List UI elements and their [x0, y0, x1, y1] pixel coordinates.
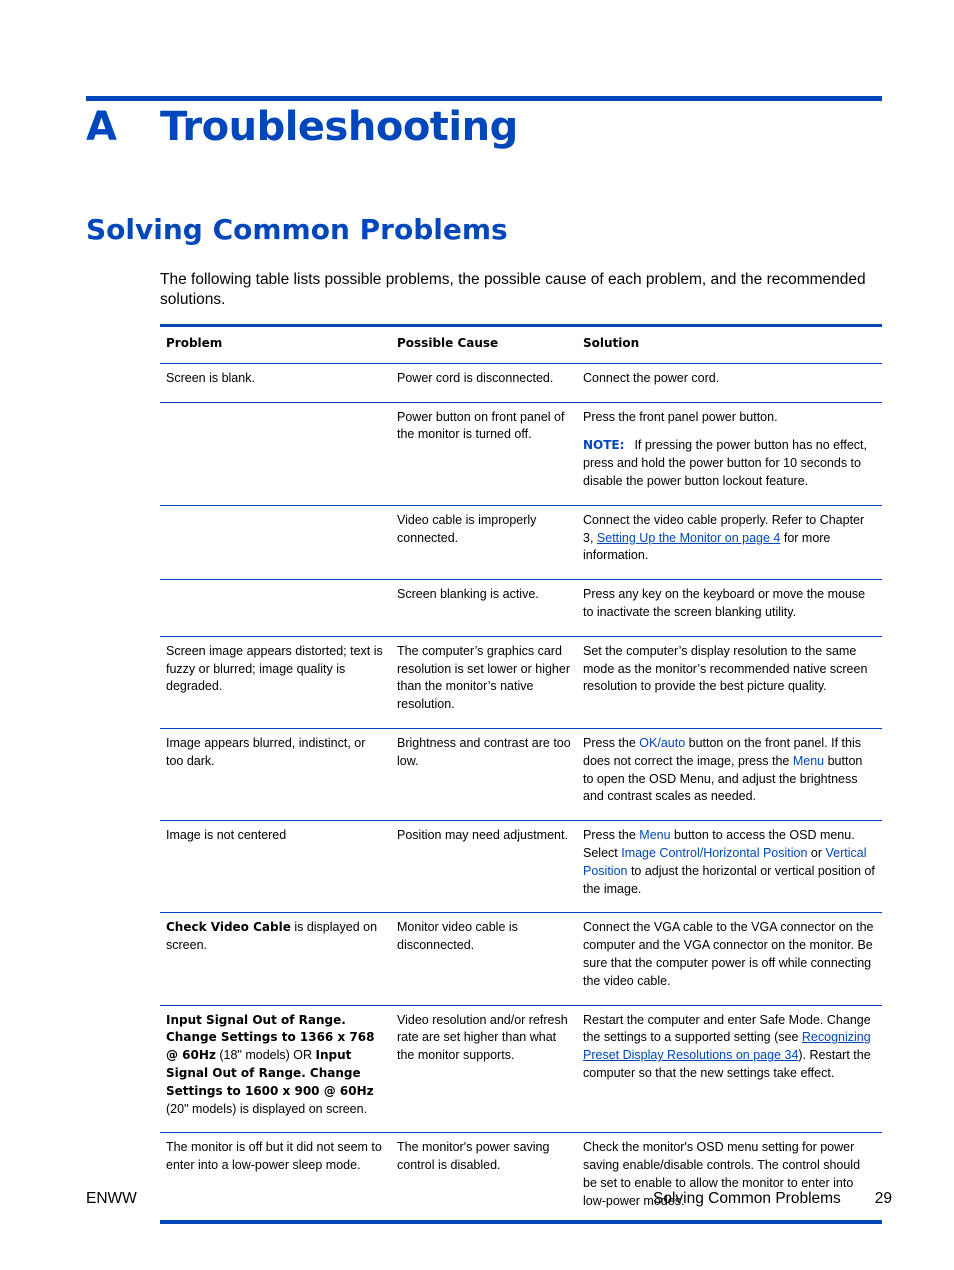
solution-cell: Press any key on the keyboard or move the mouse to inactivate the screen blanking utility.	[577, 580, 882, 637]
solution-text: Connect the video cable properly. Refer to Chapter 3,	[583, 512, 865, 545]
solution-cell: Connect the power cord.	[577, 363, 882, 402]
solution-text: ). Restart the computer so that the new settings take effect.	[583, 1048, 871, 1080]
solution-text: or	[807, 845, 826, 860]
menu-button-name: Menu	[639, 828, 671, 843]
problem-cell	[160, 580, 391, 637]
cause-cell: The monitor's power saving control is disabled.	[397, 1140, 550, 1173]
problem-bold: Input Signal Out of Range. Change Settings to 1366 x 768 @ 60Hz	[166, 1012, 375, 1063]
solution-cell: Check the monitor's OSD menu setting for power saving enable/disable controls. The control should be set to enable to allow the monitor to enter into low-power modes.	[583, 1140, 861, 1208]
solution-text: button to access the OSD menu. Select	[583, 828, 855, 860]
chapter-title: Troubleshooting	[160, 104, 518, 150]
osd-option-horizontal: Image Control/Horizontal Position	[621, 845, 808, 860]
section-heading: Solving Common Problems	[86, 213, 508, 246]
problem-bold: Check Video Cable	[166, 920, 291, 935]
table-row	[160, 913, 882, 1005]
table-row	[160, 1005, 882, 1133]
solution-cell	[577, 728, 882, 820]
cause-cell: Screen blanking is active.	[391, 580, 577, 637]
problem-text: is displayed on screen.	[166, 920, 378, 953]
problem-bold: Input Signal Out of Range. Change Settings to 1600 x 900 @ 60Hz	[166, 1048, 374, 1098]
problem-cell	[160, 505, 391, 579]
solution-text: Restart the computer and enter Safe Mode. Change the settings to a supported setting (see	[583, 1012, 871, 1045]
note-label: NOTE:	[583, 438, 625, 453]
footer-section: Solving Common Problems	[653, 1190, 841, 1207]
chapter-heading	[86, 104, 518, 150]
solution-cell: Connect the VGA cable to the VGA connector on the computer and the VGA connector on the monitor. Be sure that the computer power is off while connecting the video cable.	[577, 913, 882, 1005]
cause-cell: Monitor video cable is disconnected.	[391, 913, 577, 1005]
table-row	[160, 636, 882, 728]
problem-cell	[160, 1005, 391, 1133]
solution-text: Press the front panel power button.	[583, 409, 778, 424]
preset-resolutions-link[interactable]: Recognizing Preset Display Resolutions on page 34	[583, 1030, 871, 1063]
cause-cell: Brightness and contrast are too low.	[391, 728, 577, 820]
menu-button-name: Menu	[792, 753, 825, 768]
solution-cell: Set the computer’s display resolution to the same mode as the monitor’s recommended native screen resolution to provide the best picture quality.	[577, 636, 882, 728]
problem-cell	[160, 402, 391, 505]
cause-cell: Position may need adjustment.	[391, 821, 577, 913]
problem-cell: Image is not centered	[160, 821, 391, 913]
cause-cell: Power button on front panel of the monitor is turned off.	[391, 402, 577, 505]
solution-text: to adjust the horizontal or vertical position of the image.	[583, 863, 875, 896]
table-row	[160, 821, 882, 913]
problem-cell: Image appears blurred, indistinct, or too dark.	[160, 728, 391, 820]
footer-doc-code: ENWW	[86, 1190, 137, 1207]
solution-cell	[577, 505, 882, 579]
table-header-row	[160, 326, 882, 364]
page-number: 29	[874, 1190, 893, 1207]
osd-option-vertical: Vertical Position	[583, 845, 867, 878]
problem-text: (18" models) OR	[215, 1048, 316, 1063]
note-text: If pressing the power button has no effect, press and hold the power button for 10 seconds to disable the power button lockout feature.	[583, 438, 867, 488]
solution-cell	[577, 402, 882, 505]
solution-text: button on the front panel. If this does not correct the image, press the	[583, 735, 861, 768]
problem-cell: Screen is blank.	[160, 363, 391, 402]
ok-auto-button-name: OK/auto	[639, 735, 686, 750]
troubleshooting-table	[160, 324, 882, 1224]
problem-cell: Screen image appears distorted; text is fuzzy or blurred; image quality is degraded.	[160, 636, 391, 728]
table-row	[160, 402, 882, 505]
note-block	[583, 437, 876, 490]
table-row	[160, 580, 882, 637]
cause-cell: Power cord is disconnected.	[391, 363, 577, 402]
solution-cell	[577, 821, 882, 913]
solution-text: for more information.	[583, 530, 831, 563]
table-row	[160, 728, 882, 820]
cause-cell: Video resolution and/or refresh rate are set higher than what the monitor supports.	[391, 1005, 577, 1133]
chapter-3-link[interactable]: Setting Up the Monitor on page 4	[596, 530, 781, 545]
header-solution: Solution	[577, 326, 882, 364]
header-problem: Problem	[160, 326, 391, 364]
solution-text: Press the	[583, 735, 640, 750]
cause-cell: Video cable is improperly connected.	[391, 505, 577, 579]
solution-text: button to open the OSD Menu, and adjust the brightness and contrast scales as needed.	[583, 753, 863, 804]
footer-right	[653, 1190, 892, 1208]
problem-text: (20" models) is displayed on screen.	[166, 1101, 368, 1116]
table-row	[160, 1133, 882, 1223]
chapter-letter: A	[86, 104, 117, 150]
table-row	[160, 505, 882, 579]
table-row	[160, 363, 882, 402]
cause-cell: The computer’s graphics card resolution is set lower or higher than the monitor’s native resolution.	[391, 636, 577, 728]
problem-cell: The monitor is off but it did not seem to enter into a low-power sleep mode.	[166, 1140, 382, 1173]
chapter-rule	[86, 96, 882, 101]
problem-cell	[160, 913, 391, 1005]
intro-paragraph: The following table lists possible problems, the possible cause of each problem, and the recommended solutions.	[160, 271, 866, 308]
solution-cell	[577, 1005, 882, 1133]
solution-text: Press the	[583, 828, 640, 843]
header-cause: Possible Cause	[391, 326, 577, 364]
